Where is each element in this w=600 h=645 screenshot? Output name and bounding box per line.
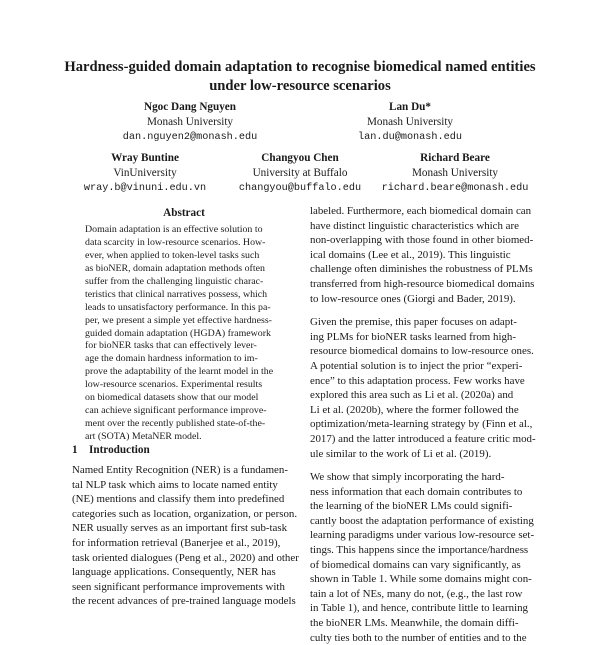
text-line: teristics that clinical narratives possess, which <box>85 288 268 300</box>
text-line: ule similar to the work of Li et al. (2019). <box>310 447 492 460</box>
text-line: the learning of the bioNER LMs could signifi- <box>310 500 513 513</box>
text-line: leads to unsatisfactory performance. In this pa- <box>85 301 271 313</box>
text-line: We show that simply incorporating the hard- <box>310 471 505 484</box>
paragraph-gap <box>310 461 538 470</box>
author-email: richard.beare@monash.edu <box>381 183 529 194</box>
text-line: the recent advances of pre-trained language models <box>72 595 296 608</box>
text-line: 2017) and the latter introduced a feature critic mod- <box>310 432 536 445</box>
abstract-body <box>85 224 285 444</box>
author-block <box>225 151 375 196</box>
text-line: learning paradigms under various low-resource set- <box>310 529 535 542</box>
text-line: for information retrieval (Banerjee et al., 2019), <box>72 536 281 549</box>
paper-title-line-2: under low-resource scenarios <box>209 78 391 94</box>
right-column-text <box>310 204 538 645</box>
text-line: Li et al. (2020b), where the former followed the <box>310 403 519 416</box>
author-name: Wray Buntine <box>111 152 179 164</box>
text-line: of biomedical domains can vary significantly, as <box>310 558 521 571</box>
text-line: can achieve significant performance improve- <box>85 405 267 417</box>
author-name: Ngoc Dang Nguyen <box>144 101 236 113</box>
text-line: guided domain adaptation (HGDA) framework <box>85 327 271 339</box>
text-line: on biomedical datasets show that our model <box>85 392 259 404</box>
author-email: wray.b@vinuni.edu.vn <box>83 183 207 194</box>
text-line: ever, when applied to token-level tasks such <box>85 249 260 261</box>
author-email: dan.nguyen2@monash.edu <box>122 132 258 143</box>
text-line: explored this area such as Li et al. (2020a) and <box>310 389 514 402</box>
text-line: ence” to this adaptation process. Few works have <box>310 374 525 387</box>
text-line: have distinct linguistic characteristics which are <box>310 219 519 232</box>
text-line: categories such as location, organization, or person. <box>72 507 298 520</box>
author-affiliation: University at Buffalo <box>252 167 348 179</box>
text-line: seen significant performance improvements with <box>72 580 285 593</box>
text-line: Given the premise, this paper focuses on adapt- <box>310 316 517 329</box>
text-line: Domain adaptation is an effective solution to <box>85 224 263 235</box>
author-block <box>370 151 540 196</box>
author-email: lan.du@monash.edu <box>358 132 462 143</box>
author-block <box>70 151 220 196</box>
author-name: Richard Beare <box>420 152 490 164</box>
text-line: the bioNER LMs. Meanwhile, the domain diffi- <box>310 617 519 630</box>
author-name: Lan Du* <box>389 101 431 113</box>
text-line: low-resource scenarios. Experimental results <box>85 379 263 391</box>
text-line: transferred from high-resource biomedical domains <box>310 277 535 290</box>
text-line: art (SOTA) MetaNER model. <box>85 431 202 442</box>
author-affiliation: VinUniversity <box>113 167 177 179</box>
paper-title-line-1: Hardness-guided domain adaptation to recognise biomedical named entities <box>64 59 536 75</box>
text-line: tings. This happens since the importance/hardness <box>310 544 529 557</box>
paragraph-gap <box>310 306 538 315</box>
text-line: data scarcity in low-resource scenarios. How- <box>85 236 266 248</box>
text-line: age the domain hardness information to im- <box>85 353 258 365</box>
author-affiliation: Monash University <box>411 167 499 179</box>
text-line: suffer from the challenging linguistic charac- <box>85 275 264 287</box>
text-line: task oriented dialogues (Peng et al., 2020) and other <box>72 551 299 564</box>
text-line: A potential solution is to inject the prior “experi- <box>310 359 523 372</box>
text-line: ment over the recently published state-of-the- <box>85 418 266 430</box>
author-block <box>110 100 270 145</box>
text-line: tain a lot of NEs, many do not, (e.g., the last row <box>310 587 523 600</box>
text-line: prove the adaptability of the learnt model in the <box>85 366 274 378</box>
text-line: challenge often diminishes the robustness of PLMs <box>310 263 533 276</box>
paper-title <box>50 58 550 96</box>
abstract-heading: Abstract <box>163 207 205 219</box>
text-line: shown in Table 1. While some domains might con- <box>310 573 532 586</box>
text-line: Named Entity Recognition (NER) is a fundamen- <box>72 464 288 476</box>
section-title: Introduction <box>89 444 150 456</box>
author-name: Changyou Chen <box>261 152 339 164</box>
text-line: non-overlapping with those found in other biomed- <box>310 234 534 247</box>
text-line: culty ties both to the number of entities and to the <box>310 631 527 644</box>
text-line: ing PLMs for bioNER tasks learned from high- <box>310 330 516 343</box>
section-number: 1 <box>72 444 78 456</box>
text-line: cantly boost the adaptation performance of existing <box>310 514 534 527</box>
author-affiliation: Monash University <box>146 116 234 128</box>
author-block <box>320 100 500 145</box>
text-line: for bioNER tasks that can effectively lever- <box>85 340 257 352</box>
text-line: per, we present a simple yet effective hardness- <box>85 314 272 326</box>
text-line: NER usually serves as an important first sub-task <box>72 522 288 535</box>
text-line: in Table 1), and hence, contribute little to learning <box>310 602 528 615</box>
left-column-text <box>72 463 300 609</box>
text-line: labeled. Furthermore, each biomedical domain can <box>310 205 532 217</box>
text-line: optimization/meta-learning strategy by (Finn et al., <box>310 418 533 431</box>
text-line: to low-resource ones (Giorgi and Bader, 2019). <box>310 292 516 305</box>
section-heading <box>72 444 150 456</box>
text-line: as bioNER, domain adaptation methods often <box>85 262 265 274</box>
author-email: changyou@buffalo.edu <box>238 183 362 194</box>
text-line: (NE) mentions and classify them into predefined <box>72 493 285 506</box>
text-line: resource biomedical domains to low-resource ones. <box>310 345 534 358</box>
text-line: tal NLP task which aims to locate named entity <box>72 478 278 491</box>
text-line: ness information that each domain contributes to <box>310 485 523 498</box>
text-line: language applications. Consequently, NER has <box>72 566 276 579</box>
author-affiliation: Monash University <box>366 116 454 128</box>
text-line: ical domains (Lee et al., 2019). This linguistic <box>310 248 511 261</box>
